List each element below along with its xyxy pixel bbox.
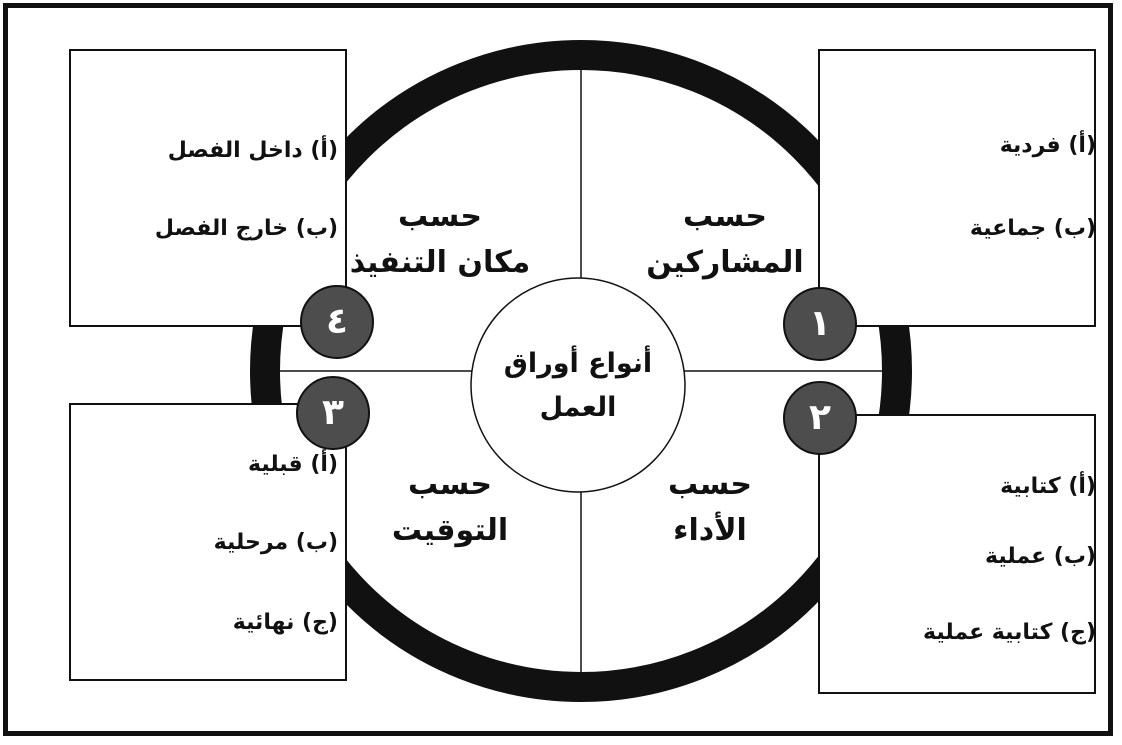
box-timing-item-a: (أ) قبلية	[248, 452, 338, 477]
badge-4: ٤	[300, 285, 374, 359]
badge-3: ٣	[296, 376, 370, 450]
quadrant-performance-label	[610, 462, 810, 554]
quadrant-place-line2: مكان التنفيذ	[349, 245, 531, 280]
quadrant-performance-line2: الأداء	[673, 513, 747, 548]
box-performance-item-b: (ب) عملية	[985, 544, 1096, 569]
quadrant-participants-line2: المشاركين	[646, 245, 804, 280]
center-title-line2: العمل	[539, 392, 617, 423]
badge-2: ٢	[783, 381, 857, 455]
box-performance-item-c: (ج) كتابية عملية	[923, 620, 1096, 645]
quadrant-timing-label	[350, 462, 550, 554]
quadrant-place-line1: حسب	[398, 199, 482, 234]
box-timing-item-b: (ب) مرحلية	[213, 530, 338, 555]
badge-1: ١	[783, 287, 857, 361]
box-place-item-a: (أ) داخل الفصل	[167, 138, 338, 163]
box-participants-item-a: (أ) فردية	[999, 133, 1096, 158]
quadrant-performance-line1: حسب	[668, 467, 752, 502]
center-title-line1: أنواع أوراق	[503, 348, 653, 379]
box-place-item-b: (ب) خارج الفصل	[154, 216, 338, 241]
quadrant-timing-line1: حسب	[408, 467, 492, 502]
center-title	[478, 342, 678, 430]
box-participants-item-b: (ب) جماعية	[969, 216, 1096, 241]
box-place	[69, 49, 347, 327]
box-performance-item-a: (أ) كتابية	[1000, 474, 1096, 499]
quadrant-place-label	[320, 194, 560, 286]
quadrant-timing-line2: التوقيت	[391, 513, 509, 548]
box-timing-item-c: (ج) نهائية	[232, 610, 338, 635]
quadrant-participants-label	[620, 194, 830, 286]
quadrant-participants-line1: حسب	[683, 199, 767, 234]
box-participants	[818, 49, 1096, 327]
